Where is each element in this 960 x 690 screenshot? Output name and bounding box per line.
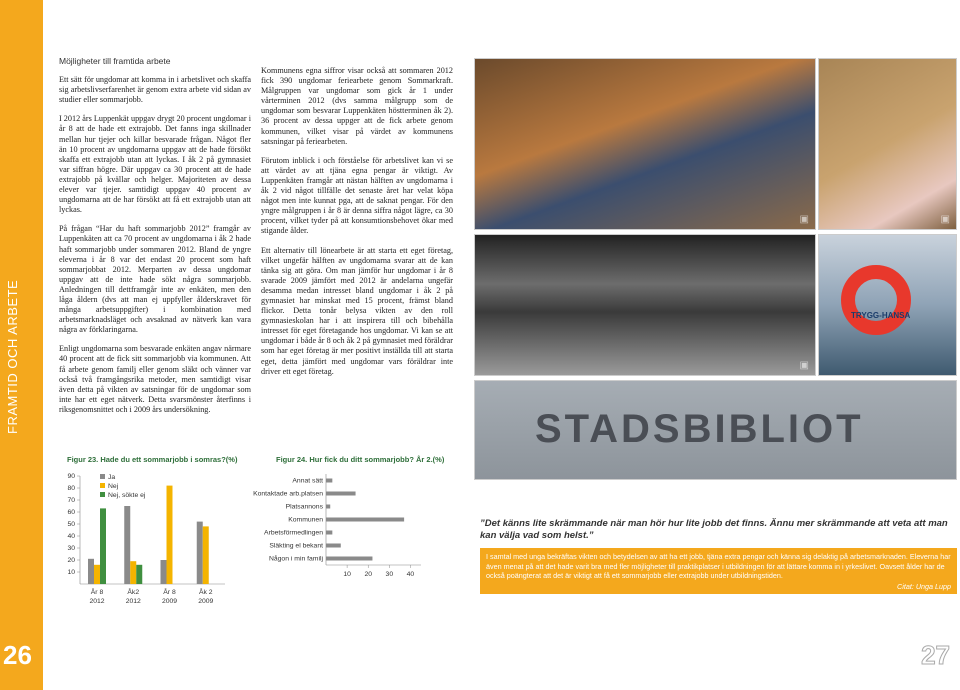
y-tick-label: 20 <box>67 557 75 564</box>
x-tick-label: 2012 <box>125 598 141 605</box>
x-tick-label: 20 <box>364 571 373 578</box>
legend-label: Nej <box>108 483 119 490</box>
category-label: Släkting el bekant <box>269 542 323 550</box>
category-label: Arbetsförmedlingen <box>264 529 323 537</box>
x-tick-label: 2009 <box>198 598 214 605</box>
page-number-right: 27 <box>921 640 950 670</box>
section-label: FRAMTID OCH ARBETE <box>5 279 20 434</box>
y-tick-label: 40 <box>67 533 75 540</box>
y-tick-label: 90 <box>67 473 75 480</box>
paragraph: Ett alternativ till lönearbete är att starta ett eget företag, vilket ungefär hälften av ungdomarna svarar att de kan tänka sig att göra. Om man jämför hur ungdomar i år 8 svarade 2009 jämfört med 2012 är andelarna ungefär desamma medan intresset bland ungdomar i åk 2 på gymnasiet har minskat med 15 procent, främst bland flickor. Detta tonår belysa vikten av den roll gymnasieskolan har i att inspirera till och bibehålla intresset för eget företagande hos ungdomar. Vi kan se att ungdomar i både år 8 och åk 2 på gymnasiet med föräldrar som har eget företag är mer positivt inställda till att starta eget, detta jämfört med ungdomar vars föräldrar inte driver ett eget företag. <box>261 245 453 376</box>
photo-icon: ▣ <box>940 214 950 225</box>
bar <box>326 531 332 535</box>
pull-quote: ”Det känns lite skrämmande när man hör hur lite jobb det finns. Ännu mer skrämmande att veta att man kan välja vad som helst.” <box>480 518 948 541</box>
x-tick-label: 10 <box>343 571 351 578</box>
page-number-left: 26 <box>3 640 32 670</box>
legend-label: Ja <box>108 474 116 481</box>
bar <box>100 508 106 584</box>
category-label: Annat sätt <box>292 477 323 485</box>
bar <box>197 522 203 584</box>
x-tick-label: 30 <box>385 571 394 578</box>
photo-lifebuoy <box>818 234 957 376</box>
bar <box>326 544 341 548</box>
y-tick-label: 10 <box>67 569 75 576</box>
bar <box>167 486 173 584</box>
bar <box>326 557 372 561</box>
quote-box <box>480 548 957 594</box>
text-column-middle <box>261 66 453 386</box>
bar <box>326 479 332 483</box>
category-label: Platsannons <box>285 503 323 511</box>
photo-sneakers-shelf <box>474 234 816 376</box>
x-tick-label: Åk 2 <box>198 589 213 596</box>
quote-citation: Citat: Unga Lupp <box>897 581 951 591</box>
library-sign-text: STADSBIBLIOT <box>535 407 864 451</box>
y-tick-label: 80 <box>67 485 75 492</box>
quote-body: I samtal med unga bekräftas vikten och betydelsen av att ha ett jobb, tjäna extra pengar och känna sig delaktig på arbetsmarknaden. Eleverna har även menat på att det hade varit bra med fler möjligheter till praktikplatser i utbildningen för att lättare komma in i yrkeslivet. Oavsett ålder har de också poängterat att det är viktigt att få ett sommarjobb eller extrajobb under utbildningstiden. <box>486 552 951 580</box>
legend-swatch <box>100 474 105 479</box>
paragraph: Ett sätt för ungdomar att komma in i arbetslivet och skaffa sig arbetslivserfarenhet är genom extra arbete vid sidan av studier eller sommarjobb. <box>59 75 251 105</box>
section-heading: Möjligheter till framtida arbete <box>59 56 171 66</box>
x-tick-label: 2009 <box>161 598 178 605</box>
bar <box>203 526 209 584</box>
x-tick-label: 2012 <box>89 598 105 605</box>
paragraph: I 2012 års Luppenkät uppgav drygt 20 procent ungdomar i år 8 att de hade ett extrajobb. Det fanns inga skillnader mellan hur tjejer och killar besvarade frågan. Något fler än 10 procent av ungdomarna uppgav att de hade försökt skaffa ett extrajobb utan att lyckas. I åk 2 på gymnasiet var siffran högre. Där uppgav ca 30 procent att de hade extrajobb på kvällar och helger. Majoriteten av dessa elever var tjejer. samtidigt uppgav 40 procent av ungdomarna att de har försökt att få ett extrajobb utan att lyckas. <box>59 114 251 215</box>
paragraph: Enligt ungdomarna som besvarade enkäten angav närmare 40 procent att de fick sitt sommarjobb via kommunen. Att få arbete genom familj eller genom släkt och vänner var också två framgångsrika metoder, men samtidigt visar även detta på vikten av satsningar för de ungdomar som inte har ett eget nätverk. Detta svarsmönster återfinns i riksgenomsnittet och i 2009 års undersökning. <box>59 344 251 414</box>
bar <box>326 492 356 496</box>
y-tick-label: 70 <box>67 497 75 504</box>
text-column-left <box>59 56 251 424</box>
lifebuoy-label: TRYGG-HANSA <box>851 311 911 320</box>
bar <box>136 565 142 584</box>
bar <box>130 561 136 584</box>
bar <box>161 560 167 584</box>
bar <box>326 505 330 509</box>
y-tick-label: 30 <box>67 545 75 552</box>
photo-keyboard-hands <box>818 58 957 230</box>
photo-icon: ▣ <box>799 360 809 371</box>
paragraph: Kommunens egna siffror visar också att sommaren 2012 fick 390 ungdomar feriearbete genom Sommarkraft. Målgruppen var ungdomar som gick år 1 under vårterminen 2012 (dvs samma målgrupp som de ungdomar som besvarar Luppenkäten höstterminen åk 2). 36 procent av dessa uppger att de fick arbete genom kommunen, vilket visar på värdet av kommunens satsningar på feriearbeten. <box>261 66 453 146</box>
legend-swatch <box>100 483 105 488</box>
bar <box>124 506 130 584</box>
x-tick-label: 40 <box>406 571 415 578</box>
legend-swatch <box>100 492 105 497</box>
x-tick-label: Åk2 <box>127 589 140 596</box>
legend-label: Nej, sökte ej <box>108 492 146 499</box>
photo-students-stairs <box>474 58 816 230</box>
lifebuoy-icon <box>841 265 911 335</box>
photo-icon: ▣ <box>799 214 809 225</box>
figure23-chart <box>60 468 230 608</box>
figure24-chart <box>250 470 430 582</box>
paragraph: Förutom inblick i och förståelse för arbetslivet kan vi se att värdet av att tjäna egna pengar är viktigt. Av Luppenkäten framgår att nästan hälften av ungdomarna i åk 2 vid något tillfälle det senaste året har velat köpa något men inte kunnat pga, att de saknat pengar. För den yngre målgruppen i år 8 är denna siffra något lägre, ca 30 procent, vilket tyder på att konsumtionsbehovet ökar med stigande ålder. <box>261 155 453 236</box>
x-tick-label: År 8 <box>90 589 104 596</box>
paragraph: På frågan “Har du haft sommarjobb 2012” framgår av Luppenkäten att ca 70 procent av ungdomarna i åk 2 hade haft sommarjobb under sommaren 2012. Bland de yngre eleverna i år 8 var det endast 20 procent som haft sommarjobbat 2012. Merparten av dessa ungdomar uppgav att de inte hade sökt några sommarjobb. Anledningen till dettframgår inte av enkäten, men den låga åldern (dvs att man ej uppfyller ålderskravet för många arbetsuppgifter) i kombination med arbetsmarknadsläget och avsaknad av nätverk kan vara några av förklaringarna. <box>59 224 251 335</box>
y-tick-label: 60 <box>67 509 75 516</box>
category-label: Kommunen <box>288 516 323 524</box>
bar <box>326 518 404 522</box>
photo-library-sign <box>474 380 957 480</box>
x-tick-label: År 8 <box>163 589 176 596</box>
figure24-title: Figur 24. Hur fick du ditt sommarjobb? År 2.(%) <box>276 455 445 464</box>
category-label: Någon i min familj <box>268 555 323 563</box>
section-sidebar <box>0 0 43 690</box>
bar <box>88 559 94 584</box>
y-tick-label: 50 <box>67 521 75 528</box>
figure23-title: Figur 23. Hade du ett sommarjobb i somras?(%) <box>67 455 238 464</box>
category-label: Kontaktade arb.platsen <box>253 490 323 498</box>
bar <box>94 565 100 584</box>
